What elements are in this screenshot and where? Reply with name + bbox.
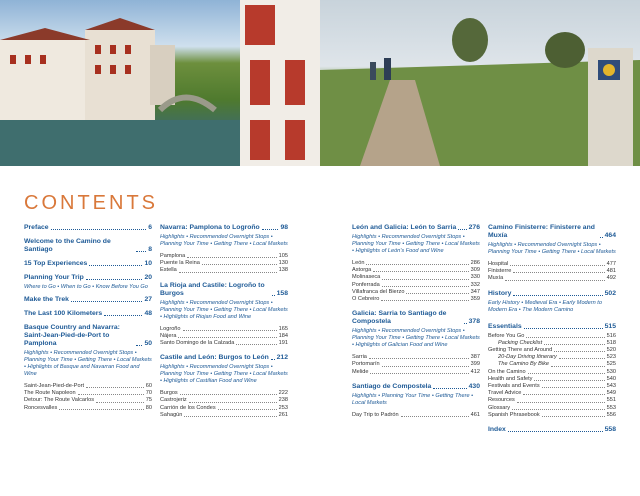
toc-subentry[interactable]: Ponferrada 332 [352, 281, 480, 288]
toc-column-4 [488, 224, 616, 436]
toc-subentry[interactable]: Finisterre 481 [488, 268, 616, 275]
toc-subentry[interactable]: Puente la Reina 130 [160, 260, 288, 267]
toc-subentry[interactable]: Spanish Phrasebook 556 [488, 411, 616, 418]
pilgrims-trail-photo [320, 0, 640, 166]
toc-subentry[interactable]: Sarria 387 [352, 354, 480, 361]
toc-subentry[interactable]: O Cebreiro 359 [352, 296, 480, 303]
toc-entry-essentials[interactable]: Essentials 515 [488, 322, 616, 330]
toc-entry-welcome[interactable]: Welcome to the Camino de Santiago 8 [24, 238, 152, 253]
toc-entry-history[interactable]: History 502 [488, 289, 616, 297]
toc-subentry[interactable]: Saint-Jean-Pied-de-Port 60 [24, 383, 152, 389]
toc-subtopics: Highlights • Planning Your Time • Getting There • Local Markets [352, 392, 474, 406]
toc-column-1 [24, 224, 152, 412]
toc-subtopics: Highlights • Recommended Overnight Stops • Planning Your Time • Getting There • Local Markets • Highlights of Riojan Food and Wine [160, 299, 288, 320]
toc-subentry[interactable]: The Route Napoleon 70 [24, 390, 152, 397]
toc-subentry[interactable]: Day Trip to Padrón 461 [352, 411, 480, 418]
toc-subentry[interactable]: The Camino By Bike 525 [498, 361, 616, 368]
toc-entry-santiago[interactable]: Santiago de Compostela 430 [352, 382, 480, 390]
toc-subentry[interactable]: Travel Advice 549 [488, 390, 616, 397]
toc-subtopics: Highlights • Recommended Overnight Stops • Planning Your Time • Getting There • Local Markets [488, 242, 616, 255]
toc-subtopics: Highlights • Recommended Overnight Stops • Planning Your Time • Getting There • Local Markets • Highlights of Castilian Food and Wine [160, 364, 288, 385]
toc-subentry[interactable]: Burgos 222 [160, 390, 288, 397]
toc-subentry[interactable]: Resources 551 [488, 397, 616, 404]
toc-entry-rioja[interactable]: La Rioja and Castile: Logroño to Burgos 158 [160, 281, 288, 297]
toc-subentry[interactable]: Health and Safety 540 [488, 375, 616, 382]
toc-entry-preface[interactable]: Preface 6 [24, 224, 152, 231]
toc-subentry[interactable]: Molinaseca 330 [352, 274, 480, 281]
toc-entry-planning[interactable]: Planning Your Trip 20 [24, 274, 152, 281]
toc-subentry[interactable]: Santo Domingo de la Calzada 191 [160, 340, 288, 347]
toc-subentry[interactable]: Melide 412 [352, 368, 480, 375]
toc-subentry[interactable]: Glossary 553 [488, 404, 616, 411]
toc-subentry[interactable]: Nájera 184 [160, 332, 288, 339]
toc-subtopics: Highlights • Recommended Overnight Stops • Planning Your Time • Getting There • Local Markets [160, 234, 288, 247]
toc-subentry[interactable]: Packing Checklist 518 [498, 339, 616, 346]
toc-subentry[interactable]: Before You Go 516 [488, 332, 616, 339]
toc-subtopics: Where to Go • When to Go • Know Before You Go [24, 284, 148, 290]
toc-entry-finisterre[interactable]: Camino Finisterre: Finisterre and Muxía 464 [488, 224, 616, 239]
toc-subentry[interactable]: On the Camino 530 [488, 368, 616, 375]
toc-subtopics: Highlights • Recommended Overnight Stops • Planning Your Time • Getting There • Local Markets • Highlights of León's Food and Wine [352, 234, 480, 254]
toc-subentry[interactable]: Hospital 477 [488, 261, 616, 267]
toc-subentry[interactable]: Villafranca del Bierzo 347 [352, 288, 480, 295]
toc-column-3 [352, 224, 480, 419]
toc-subentry[interactable]: Roncesvalles 80 [24, 404, 152, 411]
toc-subtopics: Early History • Medieval Era • Early Modern to Modern Era • The Modern Camino [488, 299, 602, 313]
toc-subtopics: Highlights • Recommended Overnight Stops • Planning Your Time • Getting There • Local Markets • Highlights of Galician Food and Wine [352, 328, 480, 349]
toc-subtopics: Highlights • Recommended Overnight Stops • Planning Your Time • Getting There • Local Markets • Highlights of Basque and Navarran Food and Wine [24, 350, 152, 377]
balcony-building-photo [240, 0, 320, 166]
toc-subentry[interactable]: Carrión de los Condes 253 [160, 404, 288, 411]
toc-entry-top-experiences[interactable]: 15 Top Experiences 10 [24, 260, 152, 267]
toc-entry-leon-galicia[interactable]: León and Galicia: León to Sarria 276 [352, 224, 480, 231]
toc-entry-castile[interactable]: Castile and León: Burgos to León 212 [160, 354, 288, 362]
toc-subentry[interactable]: Detour: The Route Valcarlos 75 [24, 397, 152, 404]
toc-subentry[interactable]: Getting There and Around 520 [488, 347, 616, 354]
toc-subentry[interactable]: Estella 138 [160, 267, 288, 274]
toc-subentry[interactable]: Castrojeriz 238 [160, 397, 288, 404]
toc-entry-navarra[interactable]: Navarra: Pamplona to Logroño 98 [160, 224, 288, 231]
toc-subentry[interactable]: Portomarín 399 [352, 361, 480, 368]
toc-entry-last-100km[interactable]: The Last 100 Kilometers 48 [24, 310, 152, 317]
toc-column-2 [160, 224, 288, 419]
toc-entry-index[interactable]: Index 558 [488, 426, 616, 434]
toc-subentry[interactable]: Muxía 492 [488, 275, 616, 282]
page-title: CONTENTS [24, 192, 158, 214]
toc-subentry[interactable]: Pamplona 105 [160, 253, 288, 259]
toc-subentry[interactable]: León 286 [352, 260, 480, 266]
header-photos [0, 0, 640, 166]
toc-subentry[interactable]: 20-Day Driving Itinerary 523 [498, 354, 616, 361]
toc-subentry[interactable]: Astorga 309 [352, 267, 480, 274]
toc-subentry[interactable]: Festivals and Events 543 [488, 383, 616, 390]
toc-entry-make-the-trek[interactable]: Make the Trek 27 [24, 296, 152, 303]
toc-entry-basque[interactable]: Basque Country and Navarra: Saint-Jean-Pied-de-Port to Pamplona 50 [24, 324, 152, 347]
toc-entry-galicia[interactable]: Galicia: Sarria to Santiago de Compostela 378 [352, 310, 480, 326]
village-river-photo [0, 0, 240, 166]
toc-subentry[interactable]: Sahagún 261 [160, 411, 288, 418]
toc-subentry[interactable]: Logroño 165 [160, 325, 288, 332]
